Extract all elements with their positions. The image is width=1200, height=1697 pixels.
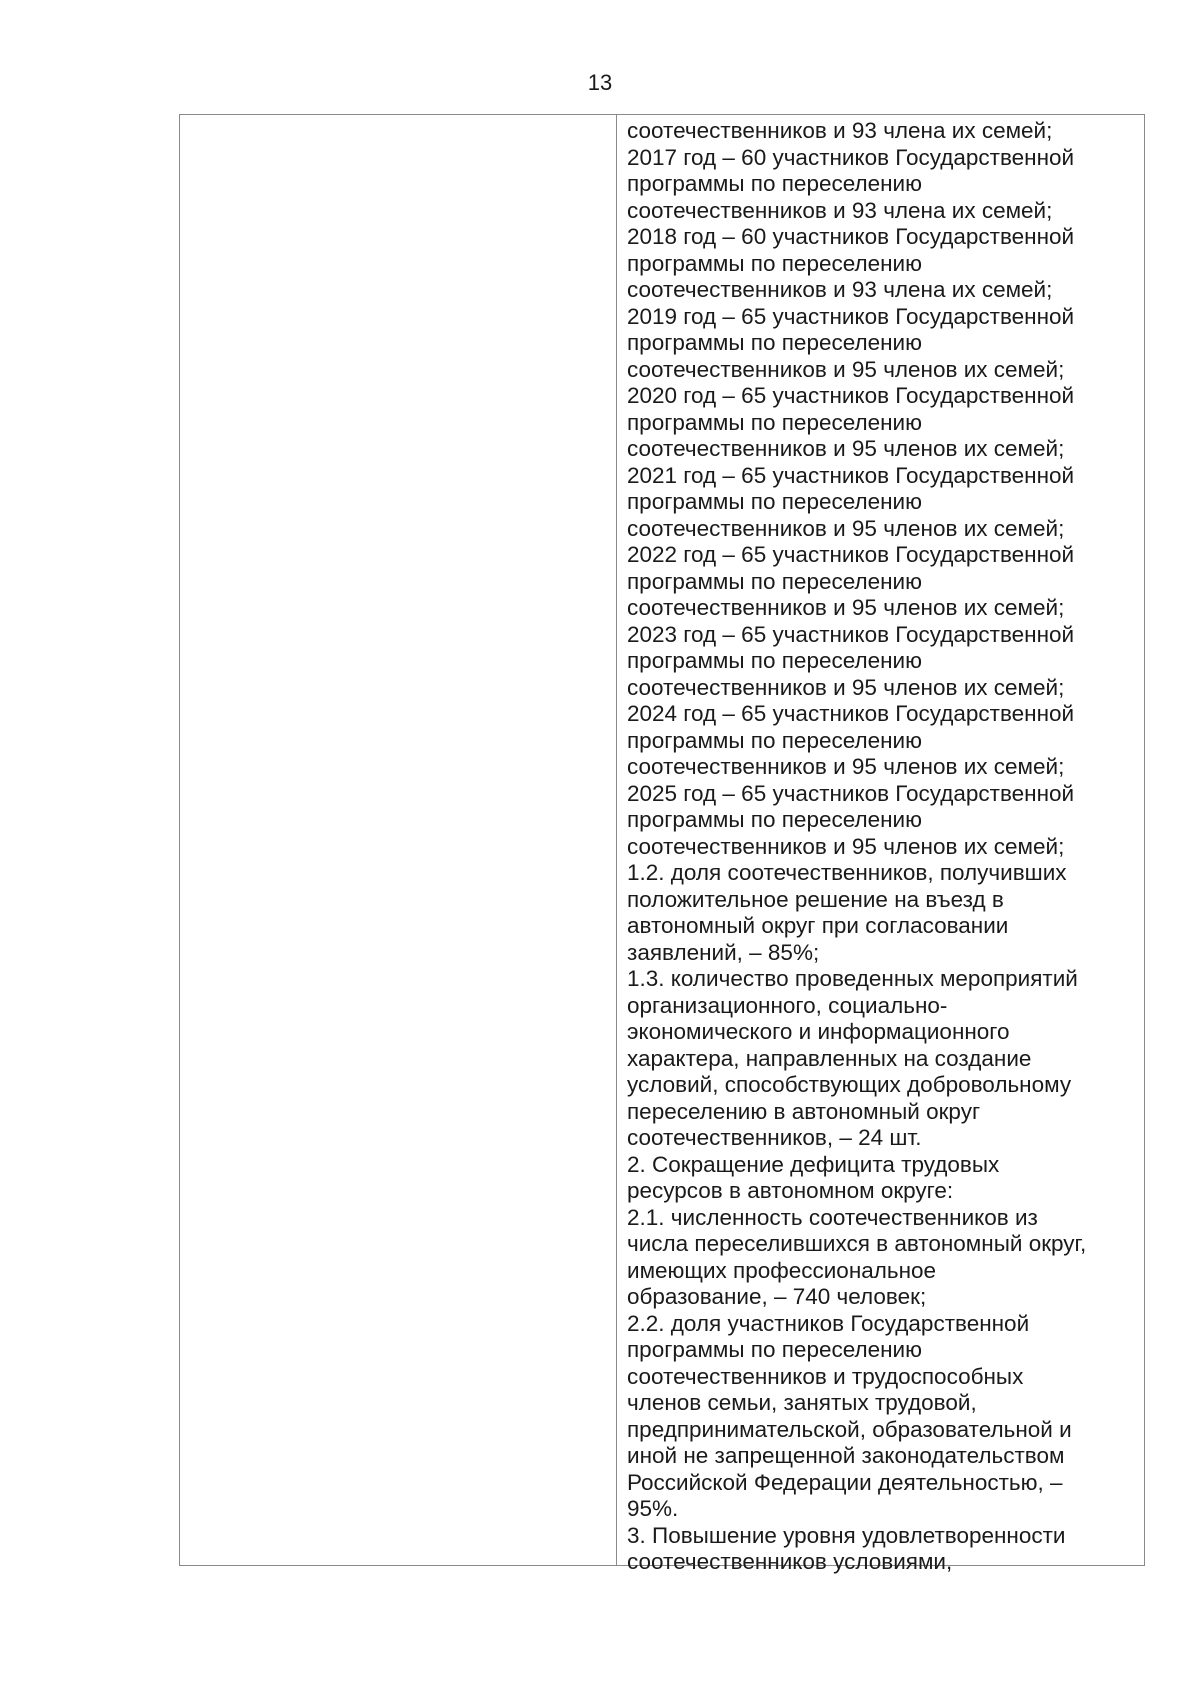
text-line: соотечественников и 95 членов их семей; — [627, 674, 1065, 700]
text-line: переселению в автономный округ — [627, 1098, 981, 1124]
text-line: программы по переселению — [627, 568, 923, 594]
text-line: программы по переселению — [627, 807, 923, 832]
text-line: соотечественников и 95 членов их семей; — [627, 754, 1065, 779]
text-line: 95%. — [627, 1496, 679, 1521]
text-line: характера, направленных на создание — [627, 1045, 1032, 1071]
text-line: 2019 год – 65 участников Государственной — [627, 303, 1075, 329]
text-line: 2017 год – 60 участников Государственной — [627, 144, 1075, 170]
page-number: 13 — [587, 70, 613, 95]
text-line: соотечественников и 93 члена их семей; — [627, 118, 1053, 143]
text-line: 2023 год – 65 участников Государственной — [627, 621, 1075, 647]
text-line: организационного, социально- — [627, 992, 948, 1018]
text-line: соотечественников и трудоспособных — [627, 1363, 1024, 1389]
table-cell-left-empty — [180, 115, 616, 1565]
text-line: предпринимательской, образовательной и — [627, 1416, 1072, 1442]
text-line: программы по переселению — [627, 250, 923, 276]
text-line: соотечественников и 95 членов их семей; — [627, 833, 1065, 859]
text-line: 3. Повышение уровня удовлетворенности — [627, 1522, 1066, 1548]
text-line: положительное решение на въезд в — [627, 886, 1004, 912]
text-line: 2021 год – 65 участников Государственной — [627, 462, 1075, 488]
text-line: 2. Сокращение дефицита трудовых — [627, 1151, 1000, 1177]
text-line: 2018 год – 60 участников Государственной — [627, 224, 1075, 249]
table-cell-right — [627, 118, 1140, 1574]
text-line: 1.2. доля соотечественников, получивших — [627, 860, 1067, 885]
text-line: программы по переселению — [627, 409, 923, 435]
text-line: программы по переселению — [627, 330, 923, 355]
text-line: программы по переселению — [627, 489, 923, 514]
text-line: 1.3. количество проведенных мероприятий — [627, 966, 1078, 991]
text-line: соотечественников и 95 членов их семей; — [627, 356, 1065, 382]
text-line: образование, – 740 человек; — [627, 1284, 927, 1309]
text-line: 2025 год – 65 участников Государственной — [627, 780, 1075, 806]
text-line: соотечественников условиями, — [627, 1549, 953, 1574]
text-line: 2.2. доля участников Государственной — [627, 1310, 1030, 1336]
text-line: заявлений, – 85%; — [627, 939, 820, 965]
text-line: ресурсов в автономном округе: — [627, 1178, 954, 1203]
text-line: программы по переселению — [627, 1337, 923, 1362]
text-line: соотечественников и 95 членов их семей; — [627, 436, 1065, 461]
text-line: 2024 год – 65 участников Государственной — [627, 701, 1075, 726]
text-line: условий, способствующих добровольному — [627, 1072, 1072, 1097]
text-line: 2020 год – 65 участников Государственной — [627, 383, 1075, 408]
text-line: программы по переселению — [627, 171, 923, 196]
text-line: автономный округ при согласовании — [627, 913, 1009, 938]
text-line: программы по переселению — [627, 727, 923, 753]
text-line: имеющих профессиональное — [627, 1257, 937, 1283]
text-line: соотечественников и 93 члена их семей; — [627, 277, 1053, 302]
text-line: программы по переселению — [627, 648, 923, 673]
text-line: Российской Федерации деятельностью, – — [627, 1469, 1063, 1495]
text-line: соотечественников и 95 членов их семей; — [627, 595, 1065, 620]
text-line: соотечественников и 95 членов их семей; — [627, 515, 1065, 541]
text-line: иной не запрещенной законодательством — [627, 1443, 1065, 1468]
text-line: экономического и информационного — [627, 1019, 1010, 1044]
text-line: членов семьи, занятых трудовой, — [627, 1390, 977, 1415]
text-line: соотечественников, – 24 шт. — [627, 1125, 922, 1150]
column-divider — [616, 115, 617, 1565]
text-line: 2.1. численность соотечественников из — [627, 1204, 1038, 1230]
text-line: числа переселившихся в автономный округ, — [627, 1231, 1087, 1256]
document-table — [179, 114, 1145, 1574]
text-line: 2022 год – 65 участников Государственной — [627, 542, 1075, 567]
text-line: соотечественников и 93 члена их семей; — [627, 197, 1053, 223]
